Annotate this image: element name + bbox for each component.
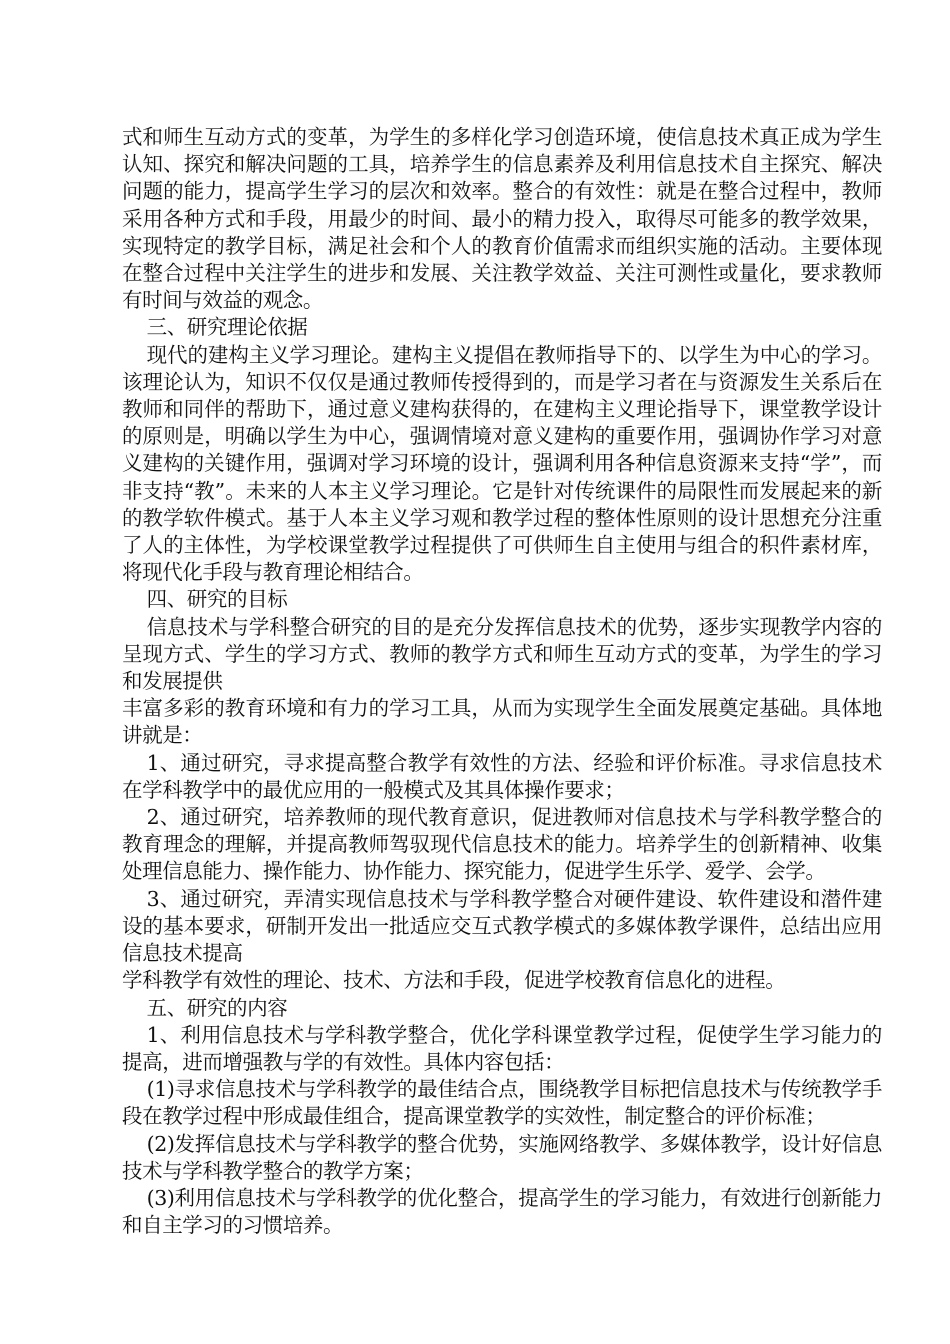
content-item-1: 1、利用信息技术与学科教学整合，优化学科课堂教学过程，促使学生学习能力的提高，进而增强教与学的有效性。具体内容包括： <box>122 1022 882 1074</box>
paragraph-goals-continued: 丰富多彩的教育环境和有力的学习工具，从而为实现学生全面发展奠定基础。具体地讲就是： <box>122 696 882 748</box>
goal-item-3-continued: 学科教学有效性的理论、技术、方法和手段，促进学校教育信息化的进程。 <box>122 968 786 993</box>
goal-item-1: 1、通过研究，寻求提高整合教学有效性的方法、经验和评价标准。寻求信息技术在学科教学中的最优应用的一般模式及其具体操作要求； <box>122 750 882 802</box>
section-heading-theory: 三、研究理论依据 <box>146 315 308 340</box>
paragraph-continued-intro: 式和师生互动方式的变革，为学生的多样化学习创造环境，使信息技术真正成为学生认知、探究和解决问题的工具，培养学生的信息素养及利用信息技术自主探究、解决问题的能力，提高学生学习的层次和效率。整合的有效性：就是在整合过程中，教师采用各种方式和手段，用最少的时间、最小的精力投入，取得尽可能多的教学效果，实现特定的教学目标，满足社会和个人的教育价值需求而组织实施的活动。主要体现在整合过程中关注学生的进步和发展、关注教学效益、关注可测性或量化，要求教师有时间与效益的观念。 <box>122 125 882 313</box>
content-subitem-1: (1)寻求信息技术与学科教学的最佳结合点，围绕教学目标把信息技术与传统教学手段在教学过程中形成最佳组合，提高课堂教学的实效性，制定整合的评价标准； <box>122 1077 882 1129</box>
section-heading-goals: 四、研究的目标 <box>146 587 288 612</box>
goal-item-2: 2、通过研究，培养教师的现代教育意识，促进教师对信息技术与学科教学整合的教育理念的理解，并提高教师驾驭现代信息技术的能力。培养学生的创新精神、收集处理信息能力、操作能力、协作能力、探究能力，促进学生乐学、爱学、会学。 <box>122 805 882 884</box>
content-subitem-2: (2)发挥信息技术与学科教学的整合优势，实施网络教学、多媒体教学，设计好信息技术与学科教学整合的教学方案； <box>122 1131 882 1183</box>
document-body <box>122 124 882 1239</box>
goal-item-3: 3、通过研究，弄清实现信息技术与学科教学整合对硬件建设、软件建设和潜件建设的基本要求，研制开发出一批适应交互式教学模式的多媒体教学课件，总结出应用信息技术提高 <box>122 886 882 966</box>
content-subitem-3: (3)利用信息技术与学科教学的优化整合，提高学生的学习能力，有效进行创新能力和自主学习的习惯培养。 <box>122 1185 882 1238</box>
paragraph-theory: 现代的建构主义学习理论。建构主义提倡在教师指导下的、以学生为中心的学习。该理论认为，知识不仅仅是通过教师传授得到的，而是学习者在与资源发生关系后在教师和同伴的帮助下，通过意义建构获得的，在建构主义理论指导下，课堂教学设计的原则是，明确以学生为中心，强调情境对意义建构的重要作用，强调协作学习对意义建构的关键作用，强调对学习环境的设计，强调利用各种信息资源来支持“学”，而非支持“教”。未来的人本主义学习理论。它是针对传统课件的局限性而发展起来的新的教学软件模式。基于人本主义学习观和教学过程的整体性原则的设计思想充分注重了人的主体性，为学校课堂教学过程提供了可供师生自主使用与组合的积件素材库，将现代化手段与教育理论相结合。 <box>122 342 882 585</box>
section-heading-content: 五、研究的内容 <box>146 995 288 1020</box>
paragraph-goals: 信息技术与学科整合研究的目的是充分发挥信息技术的优势，逐步实现教学内容的呈现方式、学生的学习方式、教师的教学方式和师生互动方式的变革，为学生的学习和发展提供 <box>122 614 882 694</box>
